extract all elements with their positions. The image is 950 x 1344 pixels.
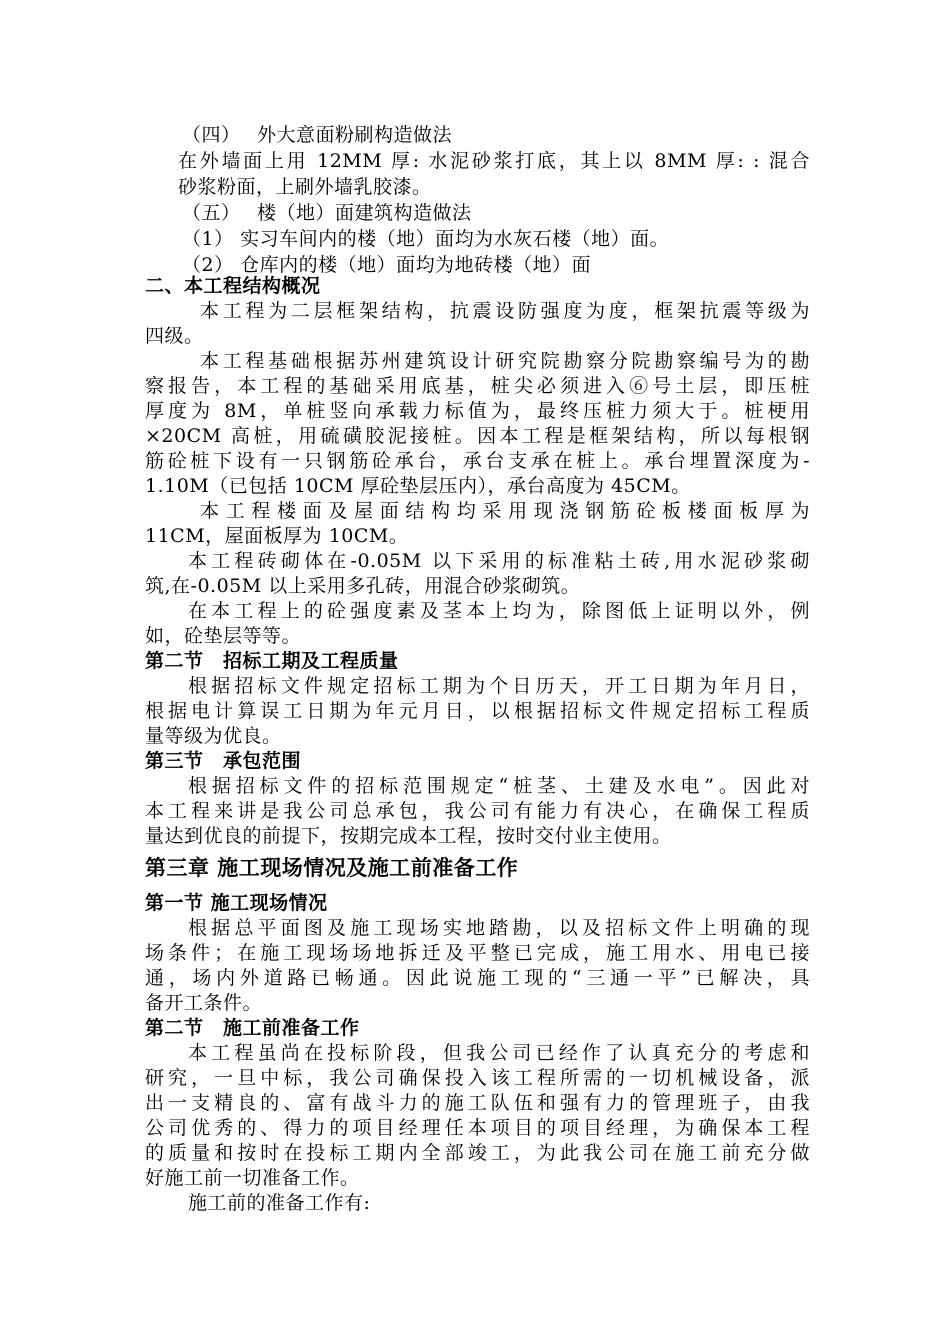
section-heading: 第二节 招标工期及工程质量: [145, 650, 399, 672]
list-item: （2） 仓库内的楼（地）面均为地砖楼（地）面: [182, 254, 592, 276]
paragraph-line: 1.10M（已包括 10CM 厚砼垫层压内），承台高度为 45CM。: [145, 475, 691, 497]
paragraph-line: 本工程虽尚在投标阶段，但我公司已经作了认真充分的考虑和: [188, 1042, 810, 1064]
paragraph-line: 出一支精良的、富有战斗力的施工队伍和强有力的管理班子，由我: [145, 1092, 810, 1114]
paragraph-line: 场条件；在施工现场场地拆迁及平整已完成，施工用水、用电已接: [145, 942, 810, 964]
section-heading: 二、本工程结构概况: [145, 275, 321, 297]
paragraph-line: 砂浆粉面，上刷外墙乳胶漆。: [178, 176, 432, 198]
section-heading: 第一节 施工现场情况: [145, 892, 328, 914]
paragraph-line: 如，砼垫层等等。: [145, 625, 302, 647]
list-item: （1） 实习车间内的楼（地）面均为水灰石楼（地）面。: [182, 228, 670, 250]
paragraph-line: 本工程楼面及屋面结构均采用现浇钢筋砼板楼面板厚为: [200, 500, 810, 522]
paragraph-line: 根据电计算误工日期为年元月日，以根据招标文件规定招标工程质: [145, 700, 810, 722]
paragraph-line: 筋砼桩下设有一只钢筋砼承台，承台支承在桩上。承台埋置深度为-: [145, 450, 810, 472]
paragraph-line: 察报告，本工程的基础采用底基，桩尖必须进入⑥号土层，即压桩: [145, 375, 810, 397]
paragraph-line: 在本工程上的砼强度素及茎本上均为，除图低上证明以外，例: [188, 600, 810, 622]
paragraph-line: 本工程基础根据苏州建筑设计研究院勘察分院勘察编号为的勘: [200, 350, 810, 372]
paragraph-line: 厚度为 8M，单桩竖向承载力标值为，最终压桩力须大于。桩梗用: [145, 400, 810, 422]
paragraph-line: 本工程为二层框架结构，抗震设防强度为度，框架抗震等级为: [200, 300, 810, 322]
chapter-heading: 第三章 施工现场情况及施工前准备工作: [145, 856, 519, 880]
paragraph-line: 11CM，屋面板厚为 10CM。: [145, 525, 409, 547]
paragraph-line: 筑,在-0.05M 以上采用多孔砖，用混合砂浆砌筑。: [145, 575, 581, 597]
paragraph-line: 好施工前一切准备工作。: [145, 1167, 360, 1189]
section-heading: 第二节 施工前准备工作: [145, 1017, 360, 1039]
paragraph-line: 公司优秀的、得力的项目经理任本项目的项目经理，为确保本工程: [145, 1117, 810, 1139]
paragraph-line: 量等级为优良。: [145, 725, 282, 747]
paragraph-line: 研究，一旦中标，我公司确保投入该工程所需的一切机械设备，派: [145, 1067, 810, 1089]
paragraph-line: 备开工条件。: [145, 992, 263, 1014]
section-heading: 第三节 承包范围: [145, 750, 302, 772]
paragraph-line: 的质量和按时在投标工期内全部竣工，为此我公司在施工前充分做: [145, 1142, 810, 1164]
paragraph-line: 四级。: [145, 325, 204, 347]
paragraph-line: 通，场内外道路已畅通。因此说施工现的“三通一平”已解决，具: [145, 967, 810, 989]
paragraph-line: 根据招标文件规定招标工期为个日历天，开工日期为年月日，: [188, 675, 810, 697]
paragraph-line: 根据招标文件的招标范围规定“桩茎、土建及水电”。因此对: [188, 775, 810, 797]
subsection-heading: （五） 楼（地）面建筑构造做法: [182, 202, 472, 224]
paragraph-line: ×20CM 高桩，用硫磺胶泥接桩。因本工程是框架结构，所以每根钢: [145, 425, 810, 447]
subsection-heading: （四） 外大意面粉刷构造做法: [182, 124, 453, 146]
paragraph-line: 本工程砖砌体在-0.05M 以下采用的标准粘土砖,用水泥砂浆砌: [188, 550, 810, 572]
paragraph-line: 施工前的准备工作有:: [188, 1192, 371, 1214]
paragraph-line: 根据总平面图及施工现场实地踏勘，以及招标文件上明确的现: [188, 917, 810, 939]
paragraph-line: 本工程来讲是我公司总承包，我公司有能力有决心，在确保工程质: [145, 800, 810, 822]
paragraph-line: 量达到优良的前提下，按期完成本工程，按时交付业主使用。: [145, 825, 672, 847]
paragraph-line: 在外墙面上用 12MM 厚: 水泥砂浆打底，其上以 8MM 厚: : 混合: [178, 150, 810, 172]
